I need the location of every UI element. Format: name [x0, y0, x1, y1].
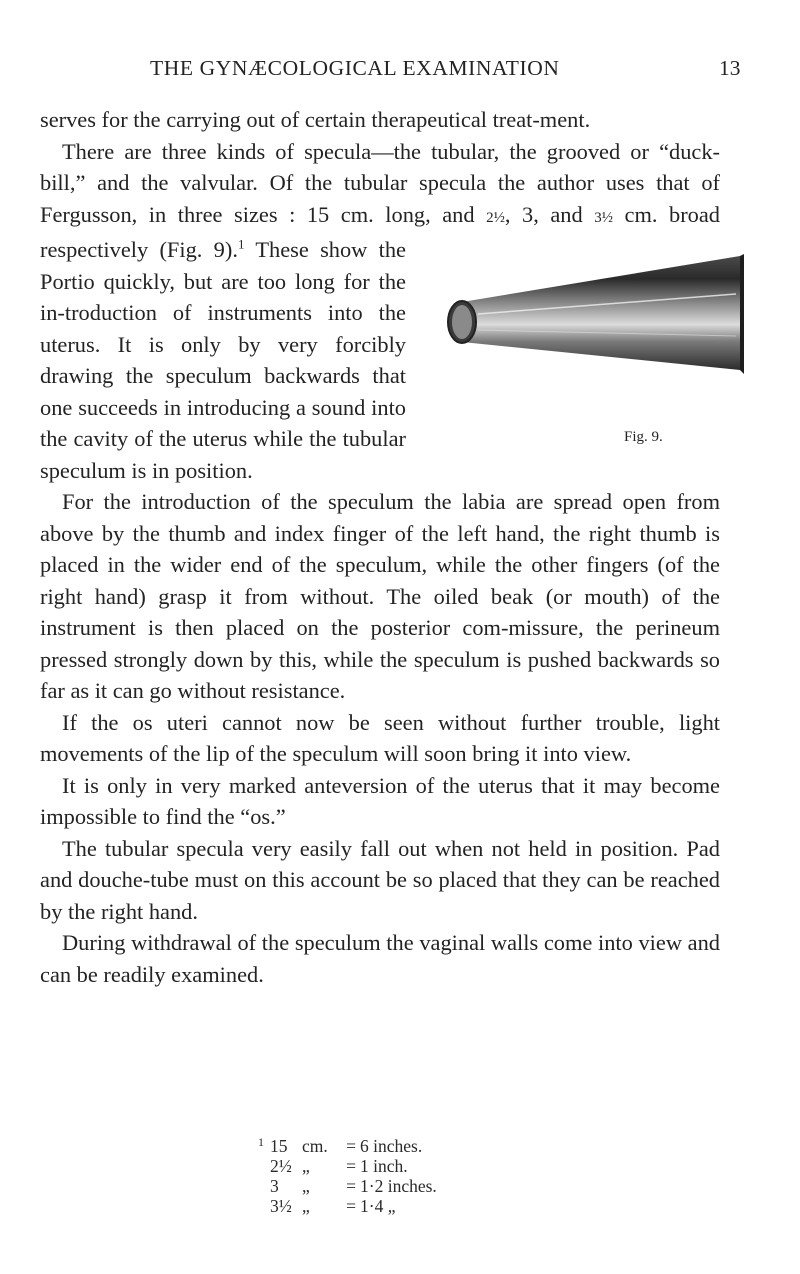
- footnote: [258, 1136, 558, 1216]
- footnote-unit: cm.: [302, 1136, 328, 1156]
- paragraph-3: For the introduction of the speculum the labia are spread open from above by the thumb and index finger of the left hand, the right thumb is placed in the wider end of the speculum, while the other fingers (of the right hand) grasp it from without. The oiled beak (or mouth) of the instrument is then placed on the posterior com-missure, the perineum pressed strongly down by this, while the speculum is pushed backwards so far as it can go without resistance.: [40, 489, 720, 703]
- paragraph-2-text-b: , 3, and: [504, 201, 595, 227]
- footnote-result: 1·4 „: [360, 1196, 396, 1216]
- footnote-equals: =: [346, 1196, 356, 1216]
- paragraph-5: It is only in very marked anteversion of the uterus that it may become impossible to find the “os.”: [40, 772, 720, 829]
- paragraph-2-text-a: There are three kinds of specula—the tubular, the grooved or “duck-bill,” and the valvular. Of the tubular specula the author uses that of Fergusson, in three sizes : 15 cm. long, and: [40, 138, 720, 227]
- paragraph-1: serves for the carrying out of certain therapeutical treat-ment.: [40, 107, 591, 132]
- figure-9: [418, 234, 754, 445]
- paragraph-6: The tubular specula very easily fall out when not held in position. Pad and douche-tube must on this account be so placed that they can be reached by the right hand.: [40, 835, 720, 924]
- body-text-top: [40, 104, 720, 990]
- fraction-3-5: 3½: [594, 209, 613, 226]
- footnote-unit: „: [302, 1176, 310, 1196]
- paragraph-2-text-d: These show the Portio quickly, but are too long for the in-troduction of instruments into the uterus. It is only by very forcibly drawing the speculum backwards that one succeeds in introducing a sound into the cavity of the uterus while the tubular speculum is in position.: [40, 237, 406, 483]
- running-head: [0, 56, 800, 86]
- footnote-value: 2½: [270, 1156, 292, 1176]
- paragraph-2-text-c: cm. broad respectively (Fig. 9).: [40, 201, 721, 262]
- running-head-title: THE GYNÆCOLOGICAL EXAMINATION: [150, 56, 560, 80]
- footnote-marker: 1: [258, 1135, 264, 1149]
- footnote-value: 15: [270, 1136, 288, 1156]
- speculum-icon: [418, 250, 748, 430]
- footnote-unit: „: [302, 1156, 310, 1176]
- footnote-row: [258, 1196, 558, 1216]
- footnote-unit: „: [302, 1196, 310, 1216]
- footnote-result: 6 inches.: [360, 1136, 423, 1156]
- fraction-2-5: 2½: [486, 209, 505, 226]
- footnote-value: 3: [270, 1176, 279, 1196]
- figure-caption: Fig. 9.: [624, 429, 663, 445]
- footnote-equals: =: [346, 1156, 356, 1176]
- footnote-reference: 1: [237, 236, 245, 252]
- footnote-row: [258, 1136, 558, 1156]
- footnote-value: 3½: [270, 1196, 292, 1216]
- paragraph-4: If the os uteri cannot now be seen without further trouble, light movements of the lip of the speculum will soon bring it into view.: [40, 709, 720, 766]
- footnote-result: 1 inch.: [360, 1156, 408, 1176]
- footnote-equals: =: [346, 1136, 356, 1156]
- footnote-result: 1·2 inches.: [360, 1176, 437, 1196]
- footnote-equals: =: [346, 1176, 356, 1196]
- footnote-row: [258, 1156, 558, 1176]
- footnote-row: [258, 1176, 558, 1196]
- paragraph-2: [40, 136, 720, 487]
- paragraph-7: During withdrawal of the speculum the vaginal walls come into view and can be readily examined.: [40, 930, 720, 987]
- page-number: 13: [719, 56, 741, 80]
